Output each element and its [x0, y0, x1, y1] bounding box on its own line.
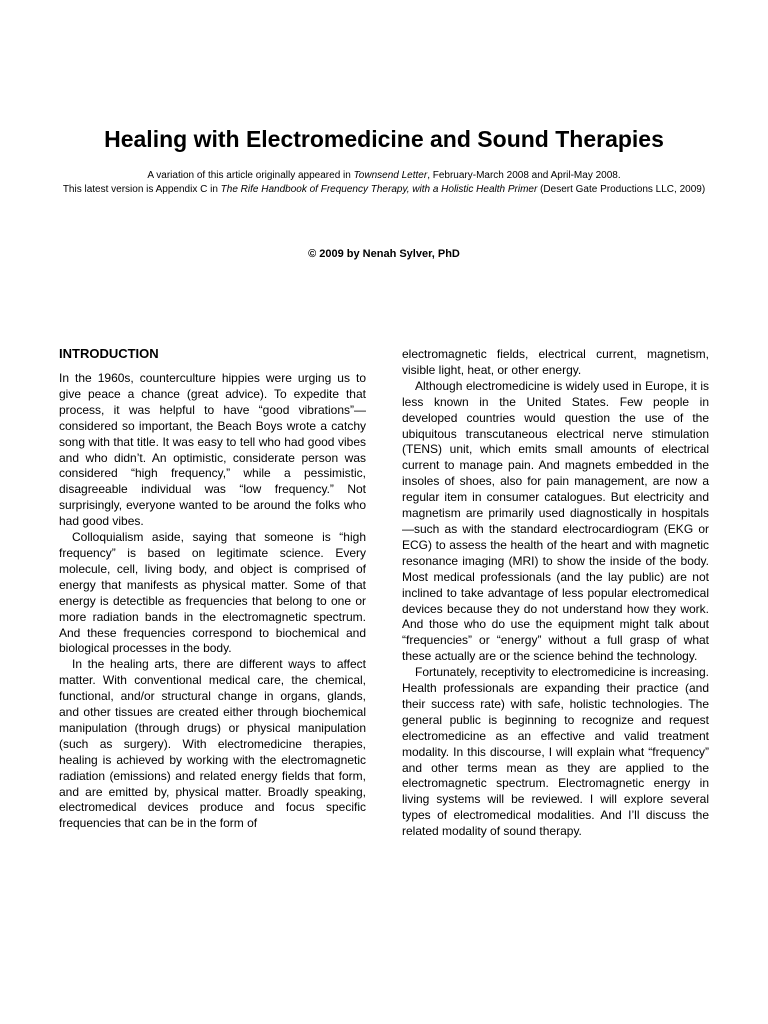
paragraph: Although electromedicine is widely used in Europe, it is less known in the United States. Few people in developed countries would question the use of the ubiquitous transcutaneous electrical nerve stimulation (TENS) unit, which emits small amounts of electrical current to manage pain. And magnets embedded in the insoles of shoes, also for pain management, are now a regular item in consumer catalogues. But electricity and magnetism are primarily used diagnostically in hospitals—such as with the standard electrocardiogram (EKG or ECG) to assess the health of the heart and with magnetic resonance imaging (MRI) to show the inside of the body. Most medical professionals (and the lay public) are not inclined to take advantage of less popular electromedical devices because they do not understand how they work. And those who do use the equipment might talk about “frequencies” or “energy” without a full grasp of what these actually are or the science behind the technology.	[402, 378, 709, 664]
paragraph: electromagnetic fields, electrical current, magnetism, visible light, heat, or other energy.	[402, 347, 709, 377]
article-title: Healing with Electromedicine and Sound Therapies	[104, 126, 664, 152]
right-column	[402, 347, 709, 840]
origin-note-1-pre: A variation of this article originally appeared in	[147, 170, 354, 181]
paragraph: In the healing arts, there are different ways to affect matter. With conventional medical care, the chemical, functional, and/or structural change in organs, glands, and other tissues are created either through biochemical manipulation (through drugs) or physical manipulation (such as surgery). With electromedicine therapies, healing is achieved by working with the electromagnetic radiation (emissions) and related energy fields that form, and are emitted by, physical matter. Broadly speaking, electromedical devices produce and focus specific frequencies that can be in the form of	[59, 657, 366, 831]
origin-note-1-italic: Townsend Letter	[353, 170, 428, 181]
section-heading-introduction: INTRODUCTION	[59, 346, 159, 361]
paragraph: Colloquialism aside, saying that someone is “high frequency” is based on legitimate science. Every molecule, cell, living body, and object is comprised of energy that manifests as physical matter. Some of that energy is detectible as frequencies that belong to one or more radiation bands in the electromagnetic spectrum. And these frequencies correspond to biochemical and biological processes in the body.	[59, 530, 366, 656]
origin-note-line-1	[0, 169, 768, 183]
paragraph: Fortunately, receptivity to electromedicine is increasing. Health professionals are expanding their practice (and their success rate) with safe, holistic technologies. The general public is beginning to recognize and request electromedicine as an effective and valid treatment modality. In this discourse, I will explain what “frequency” and other terms mean as they are applied to the electromagnetic spectrum. Electromagnetic energy in living systems will be reviewed. I will explore several types of electromedical modalities. And I’ll discuss the related modality of sound therapy.	[402, 665, 709, 839]
paragraph: In the 1960s, counterculture hippies were urging us to give peace a chance (great advice). To expedite that process, it was helpful to have “good vibrations”—considered so important, the Beach Boys wrote a catchy song with that title. It was easy to tell who had good vibes and who didn’t. An optimistic, considerate person was considered “high frequency,” while a pessimistic, disagreeable individual was “low frequency.” Not surprisingly, everyone wanted to be around the folks who had good vibes.	[59, 371, 366, 529]
origin-note-2-pre: This latest version is Appendix C in	[62, 184, 221, 195]
origin-note-2-italic: The Rife Handbook of Frequency Therapy, with a Holistic Health Primer	[220, 184, 538, 195]
origin-note-1-post: , February-March 2008 and April-May 2008.	[427, 170, 621, 181]
origin-note-line-2	[0, 183, 768, 197]
copyright-line: © 2009 by Nenah Sylver, PhD	[308, 248, 460, 260]
origin-note-2-post: (Desert Gate Productions LLC, 2009)	[537, 184, 706, 195]
left-column	[59, 346, 366, 832]
